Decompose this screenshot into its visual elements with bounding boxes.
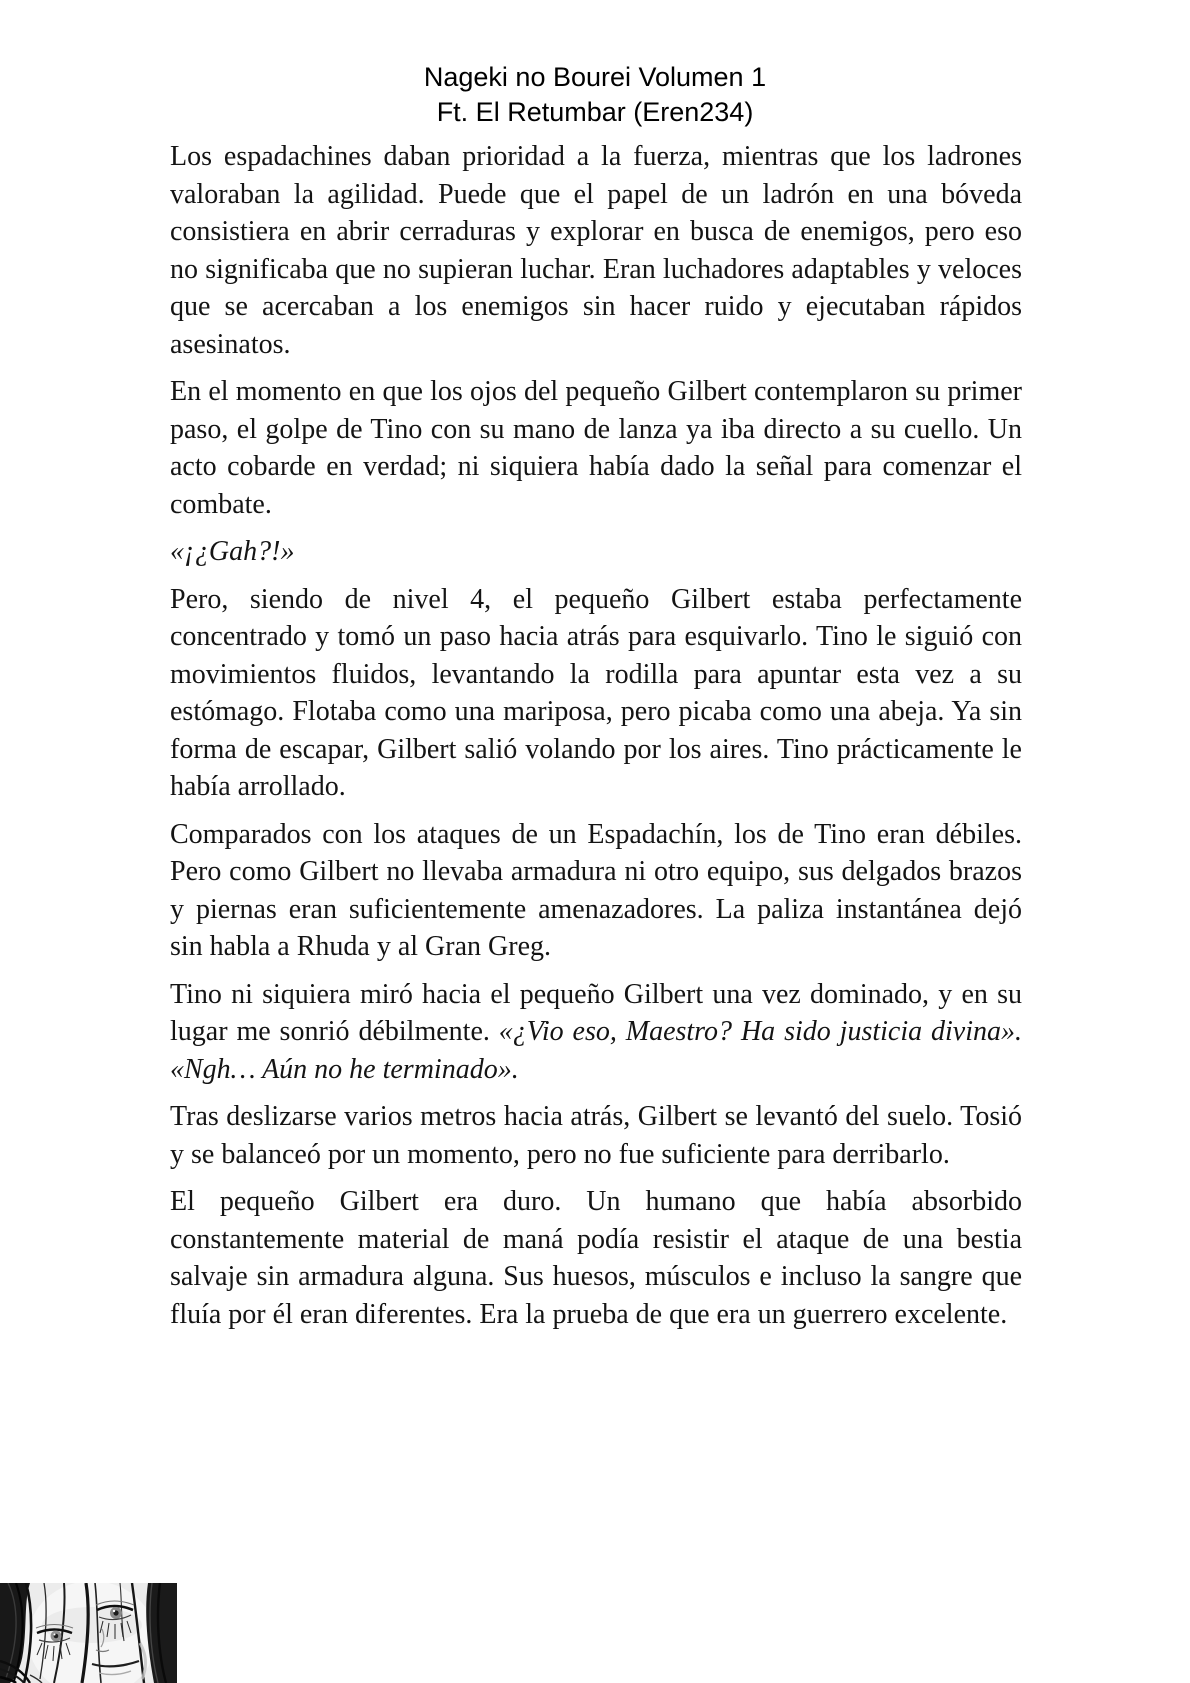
paragraph-6 [170, 976, 1022, 1089]
text-segment: «¡¿Gah?!» [170, 536, 295, 567]
text-segment: Tino ni siquiera miró hacia el pequeño Gilbert una vez dominado, y en su lugar me sonrió débilmente. [170, 978, 1022, 1047]
body-text [170, 138, 1022, 1333]
text-segment: Pero, siendo de nivel 4, el pequeño Gilbert estaba perfectamente concentrado y tomó un paso hacia atrás para esquivarlo. Tino le siguió con movimientos fluidos, levantando la rodilla para apuntar esta vez a su estómago. Flotaba como una mariposa, pero picaba como una abeja. Ya sin forma de escapar, Gilbert salió volando por los aires. Tino prácticamente le había arrollado. [170, 583, 1022, 802]
paragraph-8 [170, 1183, 1022, 1333]
text-segment: Tras deslizarse varios metros hacia atrás, Gilbert se levantó del suelo. Tosió y se balanceó por un momento, pero no fue suficiente para derribarlo. [170, 1101, 1022, 1170]
paragraph-3 [170, 533, 1022, 571]
header-title-line1: Nageki no Bourei Volumen 1 [423, 62, 767, 92]
text-segment: «¿Vio eso, Maestro? Ha sido justicia divina». «Ngh… Aún no he terminado». [170, 1016, 1023, 1085]
paragraph-5 [170, 816, 1022, 966]
paragraph-4 [170, 581, 1022, 806]
paragraph-1 [170, 138, 1022, 363]
paragraph-2 [170, 373, 1022, 523]
text-segment: Los espadachines daban prioridad a la fuerza, mientras que los ladrones valoraban la agilidad. Puede que el papel de un ladrón en una bóveda consistiera en abrir cerraduras y explorar en busca de enemigos, pero eso no significaba que no supieran luchar. Eran luchadores adaptables y veloces que se acercaban a los enemigos sin hacer ruido y ejecutaban rápidos asesinatos. [170, 141, 1022, 360]
header-title-line2: Ft. El Retumbar (Eren234) [436, 97, 754, 127]
document-header [0, 0, 1190, 130]
text-segment: Comparados con los ataques de un Espadachín, los de Tino eran débiles. Pero como Gilbert no llevaba armadura ni otro equipo, sus delgados brazos y piernas eran suficientemente amenazadores. La paliza instantánea dejó sin habla a Rhuda y al Gran Greg. [170, 818, 1022, 962]
manga-illustration [0, 1583, 177, 1683]
text-segment: En el momento en que los ojos del pequeño Gilbert contemplaron su primer paso, el golpe de Tino con su mano de lanza ya iba directo a su cuello. Un acto cobarde en verdad; ni siquiera había dado la señal para comenzar el combate. [170, 376, 1022, 520]
paragraph-7 [170, 1098, 1022, 1173]
text-segment: El pequeño Gilbert era duro. Un humano que había absorbido constantemente material de maná podía resistir el ataque de una bestia salvaje sin armadura alguna. Sus huesos, músculos e incluso la sangre que fluía por él eran diferentes. Era la prueba de que era un guerrero excelente. [170, 1186, 1022, 1330]
manga-face-icon [0, 1583, 177, 1683]
